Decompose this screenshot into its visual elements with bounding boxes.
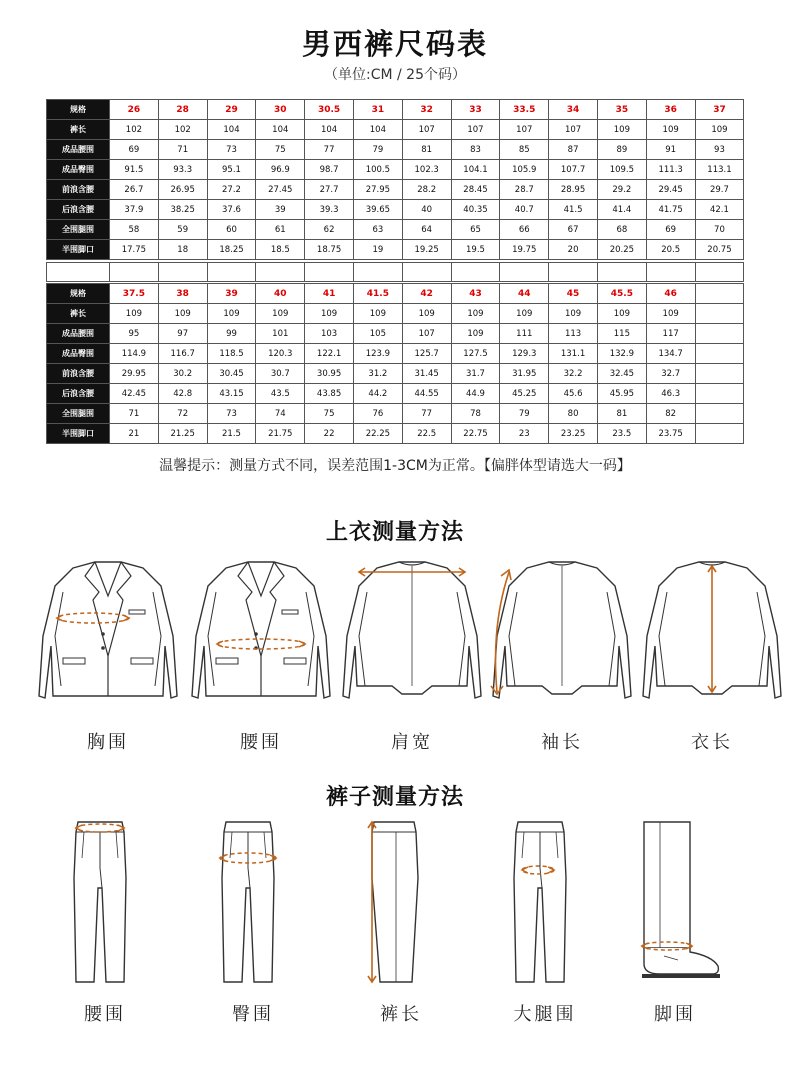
value-cell: 93 xyxy=(695,140,744,160)
row-label: 全围腿围 xyxy=(47,404,110,424)
value-cell: 69 xyxy=(110,140,159,160)
value-cell: 17.75 xyxy=(110,240,159,260)
value-cell: 20.5 xyxy=(646,240,695,260)
row-label: 成品臀围 xyxy=(47,344,110,364)
size-cell: 29 xyxy=(207,100,256,120)
value-cell: 102 xyxy=(158,120,207,140)
value-cell: 107 xyxy=(402,324,451,344)
value-cell: 97 xyxy=(158,324,207,344)
value-cell: 95.1 xyxy=(207,160,256,180)
value-cell: 42.45 xyxy=(110,384,159,404)
value-cell: 68 xyxy=(597,220,646,240)
value-cell: 29.95 xyxy=(110,364,159,384)
value-cell: 28.2 xyxy=(402,180,451,200)
size-cell: 39 xyxy=(207,284,256,304)
row-label: 后浪含腰 xyxy=(47,200,110,220)
value-cell: 39 xyxy=(256,200,305,220)
value-cell: 104 xyxy=(305,120,354,140)
size-cell: 44 xyxy=(500,284,549,304)
table-row xyxy=(47,100,744,120)
value-cell: 78 xyxy=(451,404,500,424)
value-cell: 59 xyxy=(158,220,207,240)
value-cell: 43.5 xyxy=(256,384,305,404)
value-cell: 22.5 xyxy=(402,424,451,444)
value-cell xyxy=(695,324,744,344)
jacket-caption: 袖长 xyxy=(541,732,583,753)
value-cell: 71 xyxy=(110,404,159,424)
spacer-cell xyxy=(402,262,452,282)
value-cell: 77 xyxy=(402,404,451,424)
value-cell: 30.95 xyxy=(305,364,354,384)
value-cell xyxy=(695,344,744,364)
value-cell: 109 xyxy=(549,304,598,324)
value-cell: 75 xyxy=(305,404,354,424)
value-cell: 105 xyxy=(353,324,402,344)
value-cell: 27.7 xyxy=(305,180,354,200)
value-cell: 76 xyxy=(353,404,402,424)
spacer-cell xyxy=(353,262,403,282)
value-cell: 122.1 xyxy=(305,344,354,364)
value-cell: 109 xyxy=(451,324,500,344)
value-cell: 31.45 xyxy=(402,364,451,384)
value-cell: 109 xyxy=(305,304,354,324)
jacket-caption: 胸围 xyxy=(87,732,129,753)
value-cell: 32.45 xyxy=(597,364,646,384)
value-cell: 107 xyxy=(549,120,598,140)
value-cell: 95 xyxy=(110,324,159,344)
value-cell: 132.9 xyxy=(597,344,646,364)
size-cell: 34 xyxy=(549,100,598,120)
jacket-caption: 腰围 xyxy=(240,732,282,753)
value-cell: 28.45 xyxy=(451,180,500,200)
size-cell: 46 xyxy=(646,284,695,304)
size-cell: 28 xyxy=(158,100,207,120)
waist-measure-figure xyxy=(186,556,336,708)
value-cell: 109 xyxy=(110,304,159,324)
row-label: 半围脚口 xyxy=(47,424,110,444)
value-cell: 42.1 xyxy=(695,200,744,220)
value-cell: 85 xyxy=(500,140,549,160)
value-cell: 96.9 xyxy=(256,160,305,180)
value-cell: 22 xyxy=(305,424,354,444)
size-cell: 30 xyxy=(256,100,305,120)
pants-caption: 臀围 xyxy=(232,1004,274,1025)
value-cell: 109 xyxy=(353,304,402,324)
value-cell: 80 xyxy=(549,404,598,424)
value-cell: 87 xyxy=(549,140,598,160)
value-cell: 26.7 xyxy=(110,180,159,200)
hem-measure-figure xyxy=(630,818,730,992)
spacer-cell xyxy=(548,262,598,282)
value-cell: 107 xyxy=(402,120,451,140)
value-cell: 75 xyxy=(256,140,305,160)
value-cell: 111.3 xyxy=(646,160,695,180)
value-cell: 104 xyxy=(353,120,402,140)
value-cell: 22.75 xyxy=(451,424,500,444)
size-cell: 32 xyxy=(402,100,451,120)
value-cell: 45.6 xyxy=(549,384,598,404)
size-cell: 42 xyxy=(402,284,451,304)
value-cell: 81 xyxy=(402,140,451,160)
spacer-cell xyxy=(646,262,696,282)
value-cell: 103 xyxy=(305,324,354,344)
spacer-cell xyxy=(46,262,110,282)
row-label: 半围脚口 xyxy=(47,240,110,260)
pants-length-figure xyxy=(356,818,456,992)
value-cell: 109 xyxy=(402,304,451,324)
hip-measure-figure xyxy=(208,818,308,992)
value-cell: 109 xyxy=(158,304,207,324)
size-cell: 37 xyxy=(695,100,744,120)
value-cell: 69 xyxy=(646,220,695,240)
table-row xyxy=(47,284,744,304)
value-cell: 37.6 xyxy=(207,200,256,220)
value-cell: 113.1 xyxy=(695,160,744,180)
table-row xyxy=(47,424,744,444)
value-cell: 31.95 xyxy=(500,364,549,384)
size-cell: 40 xyxy=(256,284,305,304)
value-cell: 63 xyxy=(353,220,402,240)
value-cell: 29.7 xyxy=(695,180,744,200)
size-cell: 37.5 xyxy=(110,284,159,304)
value-cell: 21 xyxy=(110,424,159,444)
value-cell: 62 xyxy=(305,220,354,240)
spacer-cell xyxy=(499,262,549,282)
value-cell: 21.25 xyxy=(158,424,207,444)
table-row xyxy=(47,160,744,180)
spacer-cell xyxy=(597,262,647,282)
jacket-caption: 肩宽 xyxy=(391,732,433,753)
value-cell: 83 xyxy=(451,140,500,160)
value-cell: 22.25 xyxy=(353,424,402,444)
value-cell: 31.7 xyxy=(451,364,500,384)
value-cell: 79 xyxy=(500,404,549,424)
table-row xyxy=(47,404,744,424)
size-cell: 36 xyxy=(646,100,695,120)
value-cell: 104 xyxy=(256,120,305,140)
value-cell: 91.5 xyxy=(110,160,159,180)
value-cell: 71 xyxy=(158,140,207,160)
value-cell: 98.7 xyxy=(305,160,354,180)
value-cell: 114.9 xyxy=(110,344,159,364)
row-label: 成品腰围 xyxy=(47,140,110,160)
value-cell: 41.5 xyxy=(549,200,598,220)
value-cell: 67 xyxy=(549,220,598,240)
size-cell xyxy=(695,284,744,304)
table-spacer-row xyxy=(46,262,753,282)
value-cell: 102 xyxy=(110,120,159,140)
value-cell: 44.55 xyxy=(402,384,451,404)
pants-caption: 裤长 xyxy=(380,1004,422,1025)
value-cell: 109 xyxy=(695,120,744,140)
value-cell: 120.3 xyxy=(256,344,305,364)
shoulder-measure-figure xyxy=(337,556,487,708)
row-label: 前浪含腰 xyxy=(47,180,110,200)
jacket-section-title: 上衣测量方法 xyxy=(325,520,464,545)
value-cell: 77 xyxy=(305,140,354,160)
value-cell: 20.75 xyxy=(695,240,744,260)
value-cell: 79 xyxy=(353,140,402,160)
value-cell: 19.75 xyxy=(500,240,549,260)
value-cell: 109 xyxy=(451,304,500,324)
value-cell: 111 xyxy=(500,324,549,344)
value-cell: 58 xyxy=(110,220,159,240)
thigh-measure-figure xyxy=(500,818,600,992)
table-row xyxy=(47,364,744,384)
value-cell: 109.5 xyxy=(597,160,646,180)
spacer-cell xyxy=(451,262,501,282)
value-cell: 30.7 xyxy=(256,364,305,384)
value-cell: 23.25 xyxy=(549,424,598,444)
size-cell: 43 xyxy=(451,284,500,304)
table-row xyxy=(47,304,744,324)
value-cell: 39.65 xyxy=(353,200,402,220)
size-cell: 31 xyxy=(353,100,402,120)
table-row xyxy=(47,140,744,160)
value-cell: 26.95 xyxy=(158,180,207,200)
value-cell: 117 xyxy=(646,324,695,344)
value-cell: 39.3 xyxy=(305,200,354,220)
value-cell: 105.9 xyxy=(500,160,549,180)
spacer-cell xyxy=(109,262,159,282)
pants-caption: 腰围 xyxy=(84,1004,126,1025)
value-cell: 21.75 xyxy=(256,424,305,444)
value-cell: 19 xyxy=(353,240,402,260)
value-cell: 30.45 xyxy=(207,364,256,384)
size-cell: 45.5 xyxy=(597,284,646,304)
value-cell: 64 xyxy=(402,220,451,240)
table-row xyxy=(47,220,744,240)
value-cell: 109 xyxy=(500,304,549,324)
value-cell: 115 xyxy=(597,324,646,344)
value-cell: 31.2 xyxy=(353,364,402,384)
value-cell: 74 xyxy=(256,404,305,424)
value-cell: 44.2 xyxy=(353,384,402,404)
value-cell: 23.5 xyxy=(597,424,646,444)
value-cell: 60 xyxy=(207,220,256,240)
table-row xyxy=(47,344,744,364)
value-cell: 127.5 xyxy=(451,344,500,364)
value-cell xyxy=(695,364,744,384)
value-cell: 23 xyxy=(500,424,549,444)
spacer-cell xyxy=(255,262,305,282)
value-cell xyxy=(695,384,744,404)
size-cell: 41.5 xyxy=(353,284,402,304)
value-cell: 81 xyxy=(597,404,646,424)
value-cell: 40.35 xyxy=(451,200,500,220)
value-cell: 109 xyxy=(646,304,695,324)
size-table-top xyxy=(46,99,744,260)
value-cell: 40 xyxy=(402,200,451,220)
sleeve-measure-figure xyxy=(487,556,637,708)
value-cell: 109 xyxy=(646,120,695,140)
pants-caption: 大腿围 xyxy=(513,1004,577,1025)
value-cell: 28.7 xyxy=(500,180,549,200)
table-row xyxy=(47,200,744,220)
value-cell: 73 xyxy=(207,140,256,160)
page-title: 男西裤尺码表 xyxy=(301,27,488,61)
value-cell: 100.5 xyxy=(353,160,402,180)
pants-section-title: 裤子测量方法 xyxy=(325,785,464,810)
value-cell xyxy=(695,424,744,444)
size-cell: 35 xyxy=(597,100,646,120)
chest-measure-figure xyxy=(33,556,183,708)
value-cell: 43.15 xyxy=(207,384,256,404)
value-cell: 18.5 xyxy=(256,240,305,260)
value-cell: 27.2 xyxy=(207,180,256,200)
spacer-cell xyxy=(207,262,257,282)
value-cell: 131.1 xyxy=(549,344,598,364)
value-cell: 101 xyxy=(256,324,305,344)
value-cell: 99 xyxy=(207,324,256,344)
row-label: 裤长 xyxy=(47,120,110,140)
value-cell: 109 xyxy=(597,120,646,140)
size-cell: 38 xyxy=(158,284,207,304)
value-cell: 32.2 xyxy=(549,364,598,384)
value-cell: 61 xyxy=(256,220,305,240)
size-cell: 26 xyxy=(110,100,159,120)
value-cell: 40.7 xyxy=(500,200,549,220)
size-cell: 41 xyxy=(305,284,354,304)
value-cell: 28.95 xyxy=(549,180,598,200)
value-cell: 30.2 xyxy=(158,364,207,384)
value-cell: 18 xyxy=(158,240,207,260)
value-cell: 70 xyxy=(695,220,744,240)
row-label: 规格 xyxy=(47,284,110,304)
value-cell: 18.75 xyxy=(305,240,354,260)
value-cell: 116.7 xyxy=(158,344,207,364)
value-cell: 107 xyxy=(500,120,549,140)
table-row xyxy=(47,324,744,344)
value-cell xyxy=(695,404,744,424)
value-cell: 37.9 xyxy=(110,200,159,220)
value-cell: 18.25 xyxy=(207,240,256,260)
value-cell: 65 xyxy=(451,220,500,240)
row-label: 成品臀围 xyxy=(47,160,110,180)
value-cell: 104 xyxy=(207,120,256,140)
value-cell: 45.25 xyxy=(500,384,549,404)
row-label: 成品腰围 xyxy=(47,324,110,344)
value-cell: 109 xyxy=(207,304,256,324)
value-cell: 113 xyxy=(549,324,598,344)
row-label: 前浪含腰 xyxy=(47,364,110,384)
spacer-cell xyxy=(695,262,745,282)
page-subtitle: （单位:CM / 25个码） xyxy=(323,67,466,83)
value-cell: 38.25 xyxy=(158,200,207,220)
value-cell: 19.5 xyxy=(451,240,500,260)
length-measure-figure xyxy=(637,556,787,708)
value-cell: 82 xyxy=(646,404,695,424)
value-cell: 29.2 xyxy=(597,180,646,200)
size-table-bottom xyxy=(46,283,744,444)
row-label: 全围腿围 xyxy=(47,220,110,240)
value-cell: 27.45 xyxy=(256,180,305,200)
size-cell: 33.5 xyxy=(500,100,549,120)
value-cell: 91 xyxy=(646,140,695,160)
value-cell: 73 xyxy=(207,404,256,424)
table-row xyxy=(47,240,744,260)
value-cell: 107.7 xyxy=(549,160,598,180)
value-cell: 125.7 xyxy=(402,344,451,364)
table-row xyxy=(47,120,744,140)
value-cell: 107 xyxy=(451,120,500,140)
value-cell: 46.3 xyxy=(646,384,695,404)
value-cell: 109 xyxy=(256,304,305,324)
row-label: 后浪含腰 xyxy=(47,384,110,404)
value-cell: 23.75 xyxy=(646,424,695,444)
row-label: 裤长 xyxy=(47,304,110,324)
value-cell: 44.9 xyxy=(451,384,500,404)
value-cell: 20 xyxy=(549,240,598,260)
spacer-cell xyxy=(158,262,208,282)
value-cell: 72 xyxy=(158,404,207,424)
value-cell: 20.25 xyxy=(597,240,646,260)
value-cell: 41.4 xyxy=(597,200,646,220)
value-cell: 29.45 xyxy=(646,180,695,200)
pants-waist-figure xyxy=(60,818,160,992)
value-cell: 102.3 xyxy=(402,160,451,180)
table-row xyxy=(47,180,744,200)
value-cell: 32.7 xyxy=(646,364,695,384)
value-cell: 104.1 xyxy=(451,160,500,180)
value-cell: 19.25 xyxy=(402,240,451,260)
value-cell: 66 xyxy=(500,220,549,240)
table-row xyxy=(47,384,744,404)
value-cell: 42.8 xyxy=(158,384,207,404)
tip-note: 温馨提示：测量方式不同，误差范围1-3CM为正常。【偏胖体型请选大一码】 xyxy=(159,458,631,474)
value-cell: 43.85 xyxy=(305,384,354,404)
pants-caption: 脚围 xyxy=(654,1004,696,1025)
row-label: 规格 xyxy=(47,100,110,120)
jacket-caption: 衣长 xyxy=(691,732,733,753)
value-cell: 45.95 xyxy=(597,384,646,404)
value-cell: 89 xyxy=(597,140,646,160)
value-cell: 41.75 xyxy=(646,200,695,220)
size-cell: 33 xyxy=(451,100,500,120)
value-cell: 118.5 xyxy=(207,344,256,364)
size-cell: 45 xyxy=(549,284,598,304)
value-cell: 129.3 xyxy=(500,344,549,364)
value-cell: 27.95 xyxy=(353,180,402,200)
value-cell: 123.9 xyxy=(353,344,402,364)
value-cell: 134.7 xyxy=(646,344,695,364)
value-cell: 109 xyxy=(597,304,646,324)
spacer-cell xyxy=(304,262,354,282)
size-cell: 30.5 xyxy=(305,100,354,120)
value-cell: 21.5 xyxy=(207,424,256,444)
value-cell xyxy=(695,304,744,324)
value-cell: 93.3 xyxy=(158,160,207,180)
